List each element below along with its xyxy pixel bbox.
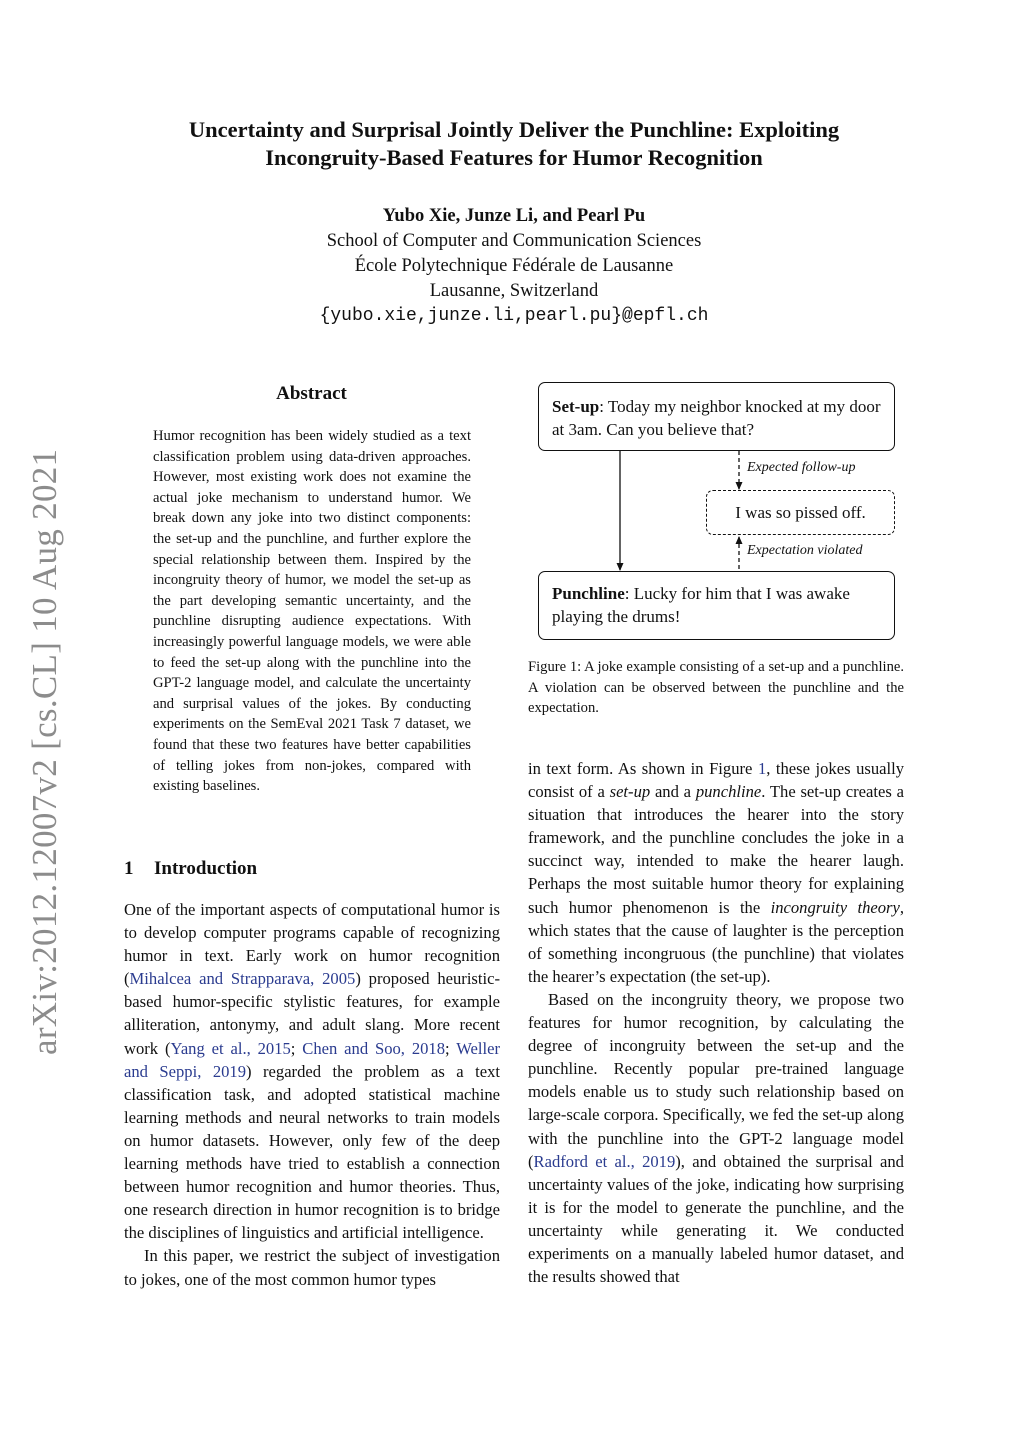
setup-text: : Today my neighbor knocked at my door at 3am. Can you believe that? (552, 397, 881, 439)
abstract-heading: Abstract (276, 383, 347, 404)
text-run: in text form. As shown in Figure (528, 759, 758, 778)
section-number: 1 (124, 858, 134, 879)
citation-yang[interactable]: Yang et al., 2015 (170, 1038, 291, 1058)
arxiv-identifier: arXiv:2012.12007v2 [cs.CL] 10 Aug 2021 (25, 448, 64, 1055)
text-run: ) proposed heuristic-based humor-specific stylistic features, for example alliteration, antonymy, and adult slang. More recent work ( (124, 969, 501, 1058)
abstract-body: Humor recognition has been widely studied as a text classification problem using data-driven approaches. However, most existing work does not examine the actual joke mechanism to understand humor. We break down any joke into two distinct components: the set-up and the punchline, and further explore the special relationship between them. Inspired by the incongruity theory of humor, we model the set-up as the part developing semantic uncertainty, and the punchline disrupting audience expectations. With increasingly powerful language models, we were able to feed the set-up along with the punchline into the GPT-2 language model, and calculate the uncertainty and surprisal values of the jokes. By conducting experiments on the SemEval 2021 Task 7 dataset, we found that these two features have better capabilities of telling jokes from non-jokes, compared with existing baselines. (153, 428, 471, 795)
section-heading-introduction (124, 858, 257, 880)
author-emails: {yubo.xie,junze.li,pearl.pu}@epfl.ch (319, 306, 709, 326)
figure-1-caption: Figure 1: A joke example consisting of a set-up and a punchline. A violation can be observed between the punchline and the expectation. (528, 659, 904, 717)
figure-1 (528, 380, 904, 650)
term-incongruity-theory: incongruity theory (770, 897, 900, 917)
section-title: Introduction (154, 858, 258, 879)
term-set-up: set-up (609, 782, 651, 802)
text-run: , these jokes usually consist of a (528, 759, 904, 802)
figure-reference[interactable]: 1 (757, 759, 767, 778)
citation-mihalcea-strapparava[interactable]: Mihalcea and Strapparava, 2005 (129, 969, 356, 989)
intro-paragraph-2: In this paper, we restrict the subject of investigation to jokes, one of the most common humor types (124, 1246, 500, 1289)
intro-paragraph-1 (124, 898, 500, 1244)
text-run: ; (290, 1038, 303, 1058)
authors: Yubo Xie, Junze Li, and Pearl Pu (382, 206, 646, 226)
punchline-label: Punchline (552, 584, 625, 603)
affiliation-line-1: School of Computer and Communication Sciences (326, 231, 702, 251)
text-run: . The set-up creates a situation that introduces the hearer into the story framework, and the punchline concludes the joke in a succinct way, intended to make the hearer laugh. Perhaps the most suitable humor theory for explaining such humor phenomenon is the (528, 782, 904, 917)
text-run: ; (445, 1038, 457, 1058)
setup-label: Set-up (552, 397, 600, 416)
text-run: ), and obtained the surprisal and uncertainty values of the joke, indicating how surprising it is for the model to generate the punchline, and the uncertainty while generating it. We conducted experiments on a manually labeled humor dataset, and the results showed that (528, 1151, 904, 1287)
paper-title (110, 116, 918, 172)
expectation-box: I was so pissed off. (706, 490, 895, 535)
term-punchline: punchline (695, 782, 762, 802)
citation-chen-soo[interactable]: Chen and Soo, 2018 (302, 1038, 446, 1058)
expected-follow-up-label: Expected follow-up (747, 460, 856, 475)
setup-box (538, 382, 895, 451)
text-run: , which states that the cause of laughter is the perception of something incongruous (the punchline) that violates the hearer’s expectation (the set-up). (528, 897, 905, 986)
affiliation-line-3: Lausanne, Switzerland (429, 281, 599, 301)
left-column-text (124, 898, 500, 1291)
intro-paragraph-3 (528, 757, 904, 988)
intro-paragraph-4 (528, 988, 904, 1288)
author-block (110, 204, 918, 329)
text-run: One of the important aspects of computational humor is to develop computer programs capable of recognizing humor in text. Early work on humor recognition ( (124, 900, 500, 989)
text-run: and a (650, 782, 696, 802)
citation-radford[interactable]: Radford et al., 2019 (533, 1151, 676, 1171)
title-line-1: Uncertainty and Surprisal Jointly Deliver the Punchline: Exploiting (188, 117, 840, 142)
text-run: ) regarded the problem as a text classification task, and adopted statistical machine learning methods and neural networks to train models on humor datasets. However, only few of the deep learning methods have tried to establish a connection between humor recognition and humor theories. Thus, one research direction in humor recognition is to bridge the disciplines of linguistics and artificial intelligence. (124, 1061, 500, 1243)
right-column-text (528, 757, 904, 1288)
citation-weller-seppi[interactable]: Weller and Seppi, 2019 (124, 1038, 500, 1081)
expectation-violated-label: Expectation violated (747, 543, 863, 558)
title-line-2: Incongruity-Based Features for Humor Recognition (265, 145, 763, 170)
text-run: Based on the incongruity theory, we propose two features for humor recognition, by calculating the degree of incongruity between the set-up and the punchline. Recently popular pre-trained language models enable us to study such relationship based on large-scale corpora. Specifically, we fed the set-up along with the punchline into the GPT-2 language model ( (528, 989, 904, 1171)
punchline-box (538, 571, 895, 640)
punchline-text: : Lucky for him that I was awake playing the drums! (552, 584, 850, 626)
affiliation-line-2: École Polytechnique Fédérale de Lausanne (354, 256, 674, 276)
